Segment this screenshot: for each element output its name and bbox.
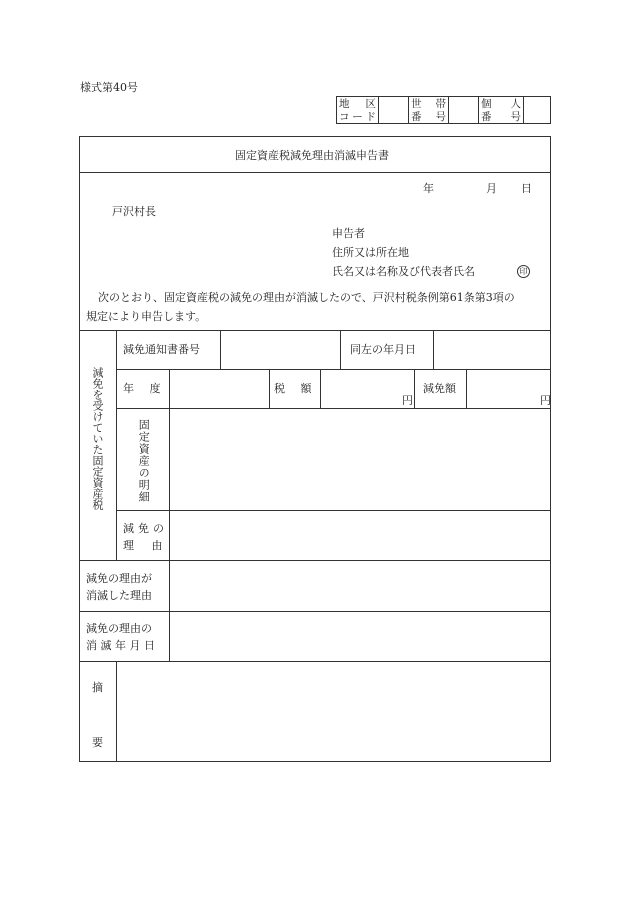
lapse-date-field[interactable]	[170, 612, 549, 660]
area-code-field[interactable]	[379, 97, 409, 123]
addressee: 戸沢村長	[112, 205, 156, 218]
fiscal-year-label: 年 度	[123, 382, 161, 395]
fiscal-year-field[interactable]	[170, 370, 268, 407]
tax-amount-yen: 円	[402, 394, 413, 407]
form-number: 様式第40号	[80, 81, 138, 94]
remarks-label-2: 要	[92, 736, 103, 749]
reduction-amount-field[interactable]	[467, 370, 549, 407]
declaration-form	[79, 136, 551, 762]
date-day-label: 日	[521, 182, 532, 195]
applicant-label: 申告者	[332, 227, 365, 240]
asset-details-field[interactable]	[170, 409, 549, 509]
lapse-reason-label-2: 消滅した理由	[86, 589, 152, 602]
notice-date-field[interactable]	[434, 331, 549, 368]
reduction-reason-label-2: 理 由	[123, 539, 163, 552]
address-label: 住所又は所在地	[332, 246, 409, 259]
lapse-reason-field[interactable]	[170, 561, 549, 610]
notice-number-label: 減免通知書番号	[123, 343, 200, 356]
seal-mark-icon: 印	[517, 265, 530, 278]
remarks-label-1: 摘	[92, 681, 103, 694]
personal-number-field[interactable]	[524, 97, 550, 123]
asset-details-label: 固定資産の明細	[137, 419, 151, 503]
lapse-date-label-1: 減免の理由の	[86, 622, 152, 635]
personal-number-label: 個 人 番 号	[479, 97, 524, 123]
code-table	[336, 96, 551, 124]
name-label: 氏名又は名称及び代表者氏名	[332, 265, 475, 278]
statement-line-2: 規定により申告します。	[86, 310, 207, 323]
household-number-label: 世 帯 番 号	[409, 97, 449, 123]
area-code-label: 地 区 コード	[337, 97, 379, 123]
notice-number-field[interactable]	[221, 331, 339, 368]
reduction-reason-field[interactable]	[170, 511, 549, 559]
date-year-label: 年	[423, 182, 434, 195]
statement-line-1: 次のとおり、固定資産税の減免の理由が消滅したので、戸沢村税条例第61条第3項の	[98, 291, 515, 304]
lapse-date-label-2: 消 滅 年 月 日	[86, 639, 155, 652]
tax-amount-label: 税 額	[274, 382, 312, 395]
reduction-amount-label: 減免額	[423, 382, 456, 395]
reduction-amount-yen: 円	[540, 394, 551, 407]
section-label-reduced-tax: 減免を受けていた固定資産税	[91, 367, 104, 510]
reduction-reason-label-1: 減免の	[123, 522, 168, 535]
remarks-field[interactable]	[117, 662, 549, 760]
tax-amount-field[interactable]	[321, 370, 413, 407]
notice-date-label: 同左の年月日	[350, 343, 416, 356]
lapse-reason-label-1: 減免の理由が	[86, 572, 152, 585]
date-month-label: 月	[486, 182, 497, 195]
household-number-field[interactable]	[449, 97, 479, 123]
form-title: 固定資産税減免理由消滅申告書	[235, 149, 389, 162]
